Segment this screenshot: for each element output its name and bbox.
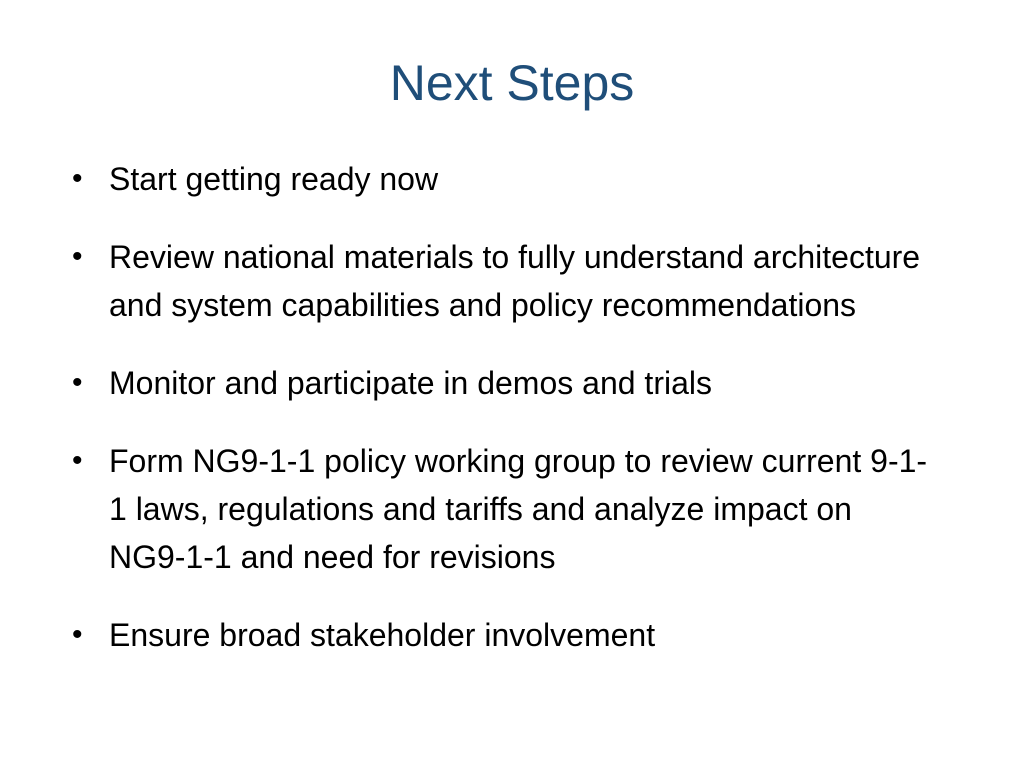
bullet-text: Monitor and participate in demos and trials [109,365,712,401]
bullet-dot-icon: • [72,162,83,195]
bullet-item-5 [72,611,932,659]
bullet-dot-icon: • [72,444,83,477]
bullet-dot-icon: • [72,240,83,273]
bullet-item-4 [72,437,932,581]
bullet-item-1 [72,155,932,203]
slide-title: Next Steps [389,55,635,111]
bullet-item-2 [72,233,932,329]
bullet-text: Ensure broad stakeholder involvement [109,617,656,653]
bullet-text: Form NG9-1-1 policy working group to review current 9-1-1 laws, regulations and tariffs and analyze impact on NG9-1-1 and need for revisions [109,443,928,575]
bullet-text: Review national materials to fully understand architecture and system capabilities and policy recommendations [109,239,921,323]
bullet-item-3 [72,359,932,407]
bullet-list [72,155,932,689]
bullet-dot-icon: • [72,366,83,399]
bullet-text: Start getting ready now [109,161,439,197]
bullet-dot-icon: • [72,618,83,651]
